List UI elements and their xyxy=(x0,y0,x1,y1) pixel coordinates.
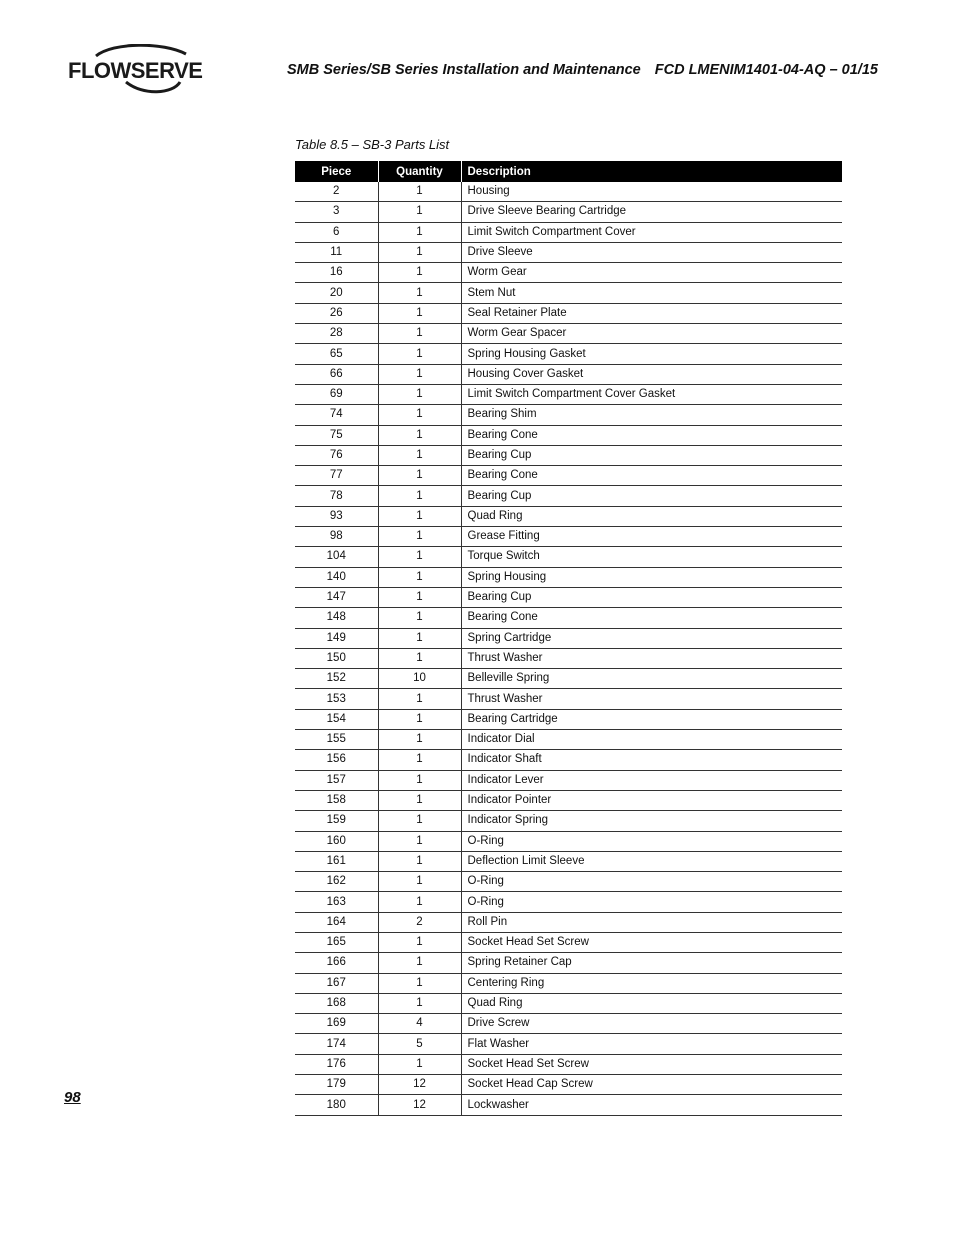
table-row xyxy=(295,648,842,668)
description-cell: Indicator Dial xyxy=(461,730,842,750)
quantity-cell: 10 xyxy=(378,669,461,689)
description-cell: Thrust Washer xyxy=(461,689,842,709)
piece-cell: 163 xyxy=(295,892,378,912)
table-row xyxy=(295,831,842,851)
description-cell: Torque Switch xyxy=(461,547,842,567)
table-row xyxy=(295,892,842,912)
quantity-cell: 1 xyxy=(378,993,461,1013)
quantity-cell: 1 xyxy=(378,567,461,587)
piece-cell: 156 xyxy=(295,750,378,770)
quantity-cell: 1 xyxy=(378,202,461,222)
piece-cell: 75 xyxy=(295,425,378,445)
quantity-cell: 1 xyxy=(378,527,461,547)
quantity-cell: 1 xyxy=(378,750,461,770)
quantity-cell: 12 xyxy=(378,1095,461,1115)
table-row xyxy=(295,384,842,404)
description-cell: Indicator Pointer xyxy=(461,790,842,810)
piece-cell: 76 xyxy=(295,445,378,465)
description-cell: O-Ring xyxy=(461,831,842,851)
piece-cell: 161 xyxy=(295,851,378,871)
piece-cell: 164 xyxy=(295,912,378,932)
table-row xyxy=(295,344,842,364)
table-row xyxy=(295,425,842,445)
description-cell: Quad Ring xyxy=(461,993,842,1013)
description-cell: Flat Washer xyxy=(461,1034,842,1054)
header-title: SMB Series/SB Series Installation and Maintenance xyxy=(287,62,641,78)
document-code: FCD LMENIM1401-04-AQ – 01/15 xyxy=(654,62,878,78)
piece-cell: 69 xyxy=(295,384,378,404)
quantity-cell: 1 xyxy=(378,709,461,729)
document-header xyxy=(287,62,878,78)
table-row xyxy=(295,790,842,810)
column-header-piece: Piece xyxy=(295,161,378,182)
page-number: 98 xyxy=(64,1089,81,1106)
quantity-cell: 1 xyxy=(378,486,461,506)
piece-cell: 104 xyxy=(295,547,378,567)
quantity-cell: 1 xyxy=(378,689,461,709)
table-row xyxy=(295,1054,842,1074)
piece-cell: 20 xyxy=(295,283,378,303)
table-row xyxy=(295,283,842,303)
description-cell: O-Ring xyxy=(461,872,842,892)
piece-cell: 2 xyxy=(295,182,378,202)
quantity-cell: 1 xyxy=(378,831,461,851)
piece-cell: 158 xyxy=(295,790,378,810)
piece-cell: 6 xyxy=(295,222,378,242)
column-header-quantity: Quantity xyxy=(378,161,461,182)
quantity-cell: 1 xyxy=(378,182,461,202)
quantity-cell: 1 xyxy=(378,344,461,364)
parts-list-table xyxy=(295,161,842,1116)
quantity-cell: 1 xyxy=(378,466,461,486)
table-row xyxy=(295,405,842,425)
description-cell: Spring Cartridge xyxy=(461,628,842,648)
description-cell: Centering Ring xyxy=(461,973,842,993)
description-cell: Bearing Cone xyxy=(461,466,842,486)
piece-cell: 98 xyxy=(295,527,378,547)
quantity-cell: 1 xyxy=(378,608,461,628)
table-row xyxy=(295,689,842,709)
table-caption: Table 8.5 – SB-3 Parts List xyxy=(295,137,450,152)
piece-cell: 160 xyxy=(295,831,378,851)
table-row xyxy=(295,567,842,587)
description-cell: Bearing Shim xyxy=(461,405,842,425)
piece-cell: 159 xyxy=(295,811,378,831)
description-cell: Bearing Cup xyxy=(461,445,842,465)
piece-cell: 66 xyxy=(295,364,378,384)
description-cell: Indicator Shaft xyxy=(461,750,842,770)
description-cell: Belleville Spring xyxy=(461,669,842,689)
table-row xyxy=(295,993,842,1013)
description-cell: Spring Housing xyxy=(461,567,842,587)
table-body xyxy=(295,182,842,1115)
quantity-cell: 4 xyxy=(378,1014,461,1034)
table-row xyxy=(295,811,842,831)
description-cell: Quad Ring xyxy=(461,506,842,526)
description-cell: Worm Gear Spacer xyxy=(461,324,842,344)
piece-cell: 154 xyxy=(295,709,378,729)
table-row xyxy=(295,932,842,952)
piece-cell: 166 xyxy=(295,953,378,973)
piece-cell: 168 xyxy=(295,993,378,1013)
piece-cell: 165 xyxy=(295,932,378,952)
piece-cell: 65 xyxy=(295,344,378,364)
quantity-cell: 1 xyxy=(378,953,461,973)
piece-cell: 148 xyxy=(295,608,378,628)
quantity-cell: 1 xyxy=(378,851,461,871)
quantity-cell: 1 xyxy=(378,263,461,283)
quantity-cell: 1 xyxy=(378,445,461,465)
piece-cell: 3 xyxy=(295,202,378,222)
table-row xyxy=(295,486,842,506)
description-cell: Deflection Limit Sleeve xyxy=(461,851,842,871)
column-header-description: Description xyxy=(461,161,842,182)
quantity-cell: 1 xyxy=(378,547,461,567)
table-row xyxy=(295,1095,842,1115)
flowserve-logo xyxy=(68,44,208,96)
piece-cell: 11 xyxy=(295,242,378,262)
description-cell: Stem Nut xyxy=(461,283,842,303)
description-cell: Indicator Spring xyxy=(461,811,842,831)
description-cell: Socket Head Set Screw xyxy=(461,1054,842,1074)
piece-cell: 167 xyxy=(295,973,378,993)
table-row xyxy=(295,912,842,932)
quantity-cell: 1 xyxy=(378,648,461,668)
table-row xyxy=(295,263,842,283)
piece-cell: 16 xyxy=(295,263,378,283)
quantity-cell: 1 xyxy=(378,242,461,262)
piece-cell: 26 xyxy=(295,303,378,323)
description-cell: Bearing Cup xyxy=(461,587,842,607)
quantity-cell: 1 xyxy=(378,892,461,912)
description-cell: Roll Pin xyxy=(461,912,842,932)
table-row xyxy=(295,770,842,790)
quantity-cell: 1 xyxy=(378,364,461,384)
quantity-cell: 1 xyxy=(378,425,461,445)
table-row xyxy=(295,1075,842,1095)
table-header-row xyxy=(295,161,842,182)
quantity-cell: 1 xyxy=(378,1054,461,1074)
piece-cell: 162 xyxy=(295,872,378,892)
description-cell: Grease Fitting xyxy=(461,527,842,547)
quantity-cell: 1 xyxy=(378,932,461,952)
table-row xyxy=(295,669,842,689)
table-row xyxy=(295,222,842,242)
table-row xyxy=(295,1014,842,1034)
piece-cell: 140 xyxy=(295,567,378,587)
description-cell: Housing xyxy=(461,182,842,202)
table-row xyxy=(295,364,842,384)
table-row xyxy=(295,1034,842,1054)
quantity-cell: 1 xyxy=(378,384,461,404)
description-cell: Limit Switch Compartment Cover Gasket xyxy=(461,384,842,404)
piece-cell: 155 xyxy=(295,730,378,750)
quantity-cell: 1 xyxy=(378,872,461,892)
table-row xyxy=(295,324,842,344)
table-row xyxy=(295,872,842,892)
table-row xyxy=(295,953,842,973)
description-cell: Bearing Cartridge xyxy=(461,709,842,729)
quantity-cell: 12 xyxy=(378,1075,461,1095)
description-cell: Indicator Lever xyxy=(461,770,842,790)
piece-cell: 28 xyxy=(295,324,378,344)
quantity-cell: 1 xyxy=(378,628,461,648)
description-cell: Limit Switch Compartment Cover xyxy=(461,222,842,242)
description-cell: Spring Housing Gasket xyxy=(461,344,842,364)
piece-cell: 174 xyxy=(295,1034,378,1054)
quantity-cell: 1 xyxy=(378,405,461,425)
table-row xyxy=(295,303,842,323)
piece-cell: 150 xyxy=(295,648,378,668)
description-cell: Housing Cover Gasket xyxy=(461,364,842,384)
piece-cell: 157 xyxy=(295,770,378,790)
quantity-cell: 1 xyxy=(378,790,461,810)
piece-cell: 147 xyxy=(295,587,378,607)
quantity-cell: 5 xyxy=(378,1034,461,1054)
description-cell: Socket Head Cap Screw xyxy=(461,1075,842,1095)
description-cell: Worm Gear xyxy=(461,263,842,283)
piece-cell: 153 xyxy=(295,689,378,709)
piece-cell: 152 xyxy=(295,669,378,689)
quantity-cell: 1 xyxy=(378,587,461,607)
piece-cell: 180 xyxy=(295,1095,378,1115)
table-row xyxy=(295,608,842,628)
table-row xyxy=(295,587,842,607)
piece-cell: 74 xyxy=(295,405,378,425)
quantity-cell: 2 xyxy=(378,912,461,932)
table-row xyxy=(295,445,842,465)
description-cell: Drive Sleeve xyxy=(461,242,842,262)
table-row xyxy=(295,709,842,729)
piece-cell: 149 xyxy=(295,628,378,648)
piece-cell: 93 xyxy=(295,506,378,526)
table-row xyxy=(295,750,842,770)
piece-cell: 179 xyxy=(295,1075,378,1095)
description-cell: Bearing Cup xyxy=(461,486,842,506)
table-row xyxy=(295,527,842,547)
piece-cell: 78 xyxy=(295,486,378,506)
description-cell: Socket Head Set Screw xyxy=(461,932,842,952)
quantity-cell: 1 xyxy=(378,283,461,303)
piece-cell: 176 xyxy=(295,1054,378,1074)
table-row xyxy=(295,182,842,202)
table-row xyxy=(295,466,842,486)
table-row xyxy=(295,506,842,526)
description-cell: Drive Sleeve Bearing Cartridge xyxy=(461,202,842,222)
quantity-cell: 1 xyxy=(378,506,461,526)
quantity-cell: 1 xyxy=(378,222,461,242)
table-row xyxy=(295,851,842,871)
quantity-cell: 1 xyxy=(378,303,461,323)
table-row xyxy=(295,973,842,993)
description-cell: Bearing Cone xyxy=(461,425,842,445)
table-row xyxy=(295,202,842,222)
description-cell: Drive Screw xyxy=(461,1014,842,1034)
table-row xyxy=(295,547,842,567)
quantity-cell: 1 xyxy=(378,730,461,750)
description-cell: Bearing Cone xyxy=(461,608,842,628)
table-row xyxy=(295,628,842,648)
piece-cell: 77 xyxy=(295,466,378,486)
logo-text: FLOWSERVE xyxy=(68,58,203,83)
description-cell: O-Ring xyxy=(461,892,842,912)
description-cell: Seal Retainer Plate xyxy=(461,303,842,323)
description-cell: Thrust Washer xyxy=(461,648,842,668)
piece-cell: 169 xyxy=(295,1014,378,1034)
description-cell: Lockwasher xyxy=(461,1095,842,1115)
quantity-cell: 1 xyxy=(378,811,461,831)
description-cell: Spring Retainer Cap xyxy=(461,953,842,973)
quantity-cell: 1 xyxy=(378,973,461,993)
quantity-cell: 1 xyxy=(378,324,461,344)
table-row xyxy=(295,242,842,262)
table-row xyxy=(295,730,842,750)
quantity-cell: 1 xyxy=(378,770,461,790)
